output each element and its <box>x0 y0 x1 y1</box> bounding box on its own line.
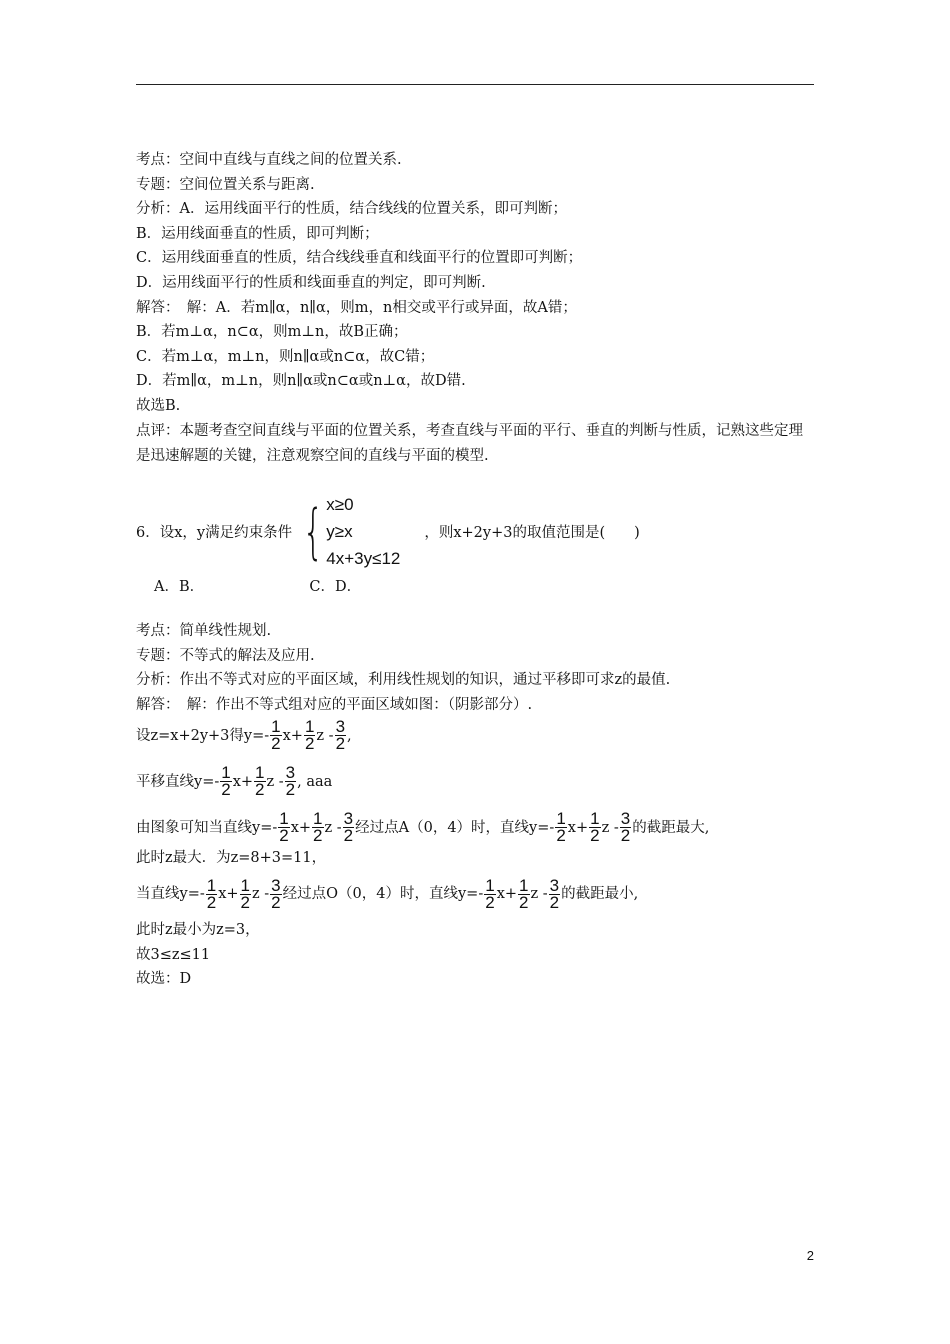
math-text: , aaa <box>297 773 333 790</box>
header-rule <box>136 84 814 85</box>
math-line <box>136 810 816 846</box>
math-text: x+ <box>567 819 589 836</box>
math-text: x+ <box>282 727 303 744</box>
math-text: z - <box>252 886 270 903</box>
text-line: C．运用线面垂直的性质，结合线线垂直和线面平行的位置即可判断； <box>136 250 583 267</box>
text-line: 专题：空间位置关系与距离. <box>136 176 315 193</box>
fraction: $\frac{1}{2}$ <box>485 875 495 912</box>
text-line: C．若m⊥α，m⊥n，则n∥α或n⊂α，故C错； <box>136 348 435 365</box>
fraction: $\frac{3}{2}$ <box>620 809 631 845</box>
fraction: $\frac{1}{2}$ <box>313 809 323 845</box>
fraction: $\frac{1}{2}$ <box>279 809 289 845</box>
text-line: 分析：作出不等式对应的平面区域，利用线性规划的知识，通过平移即可求z的最值. <box>136 672 671 689</box>
math-text: z - <box>601 819 619 836</box>
fraction: $\frac{1}{2}$ <box>240 875 251 912</box>
fraction: $\frac{3}{2}$ <box>343 809 354 845</box>
text-line: 考点：简单线性规划. <box>136 623 272 640</box>
math-text: - <box>272 819 278 836</box>
math-text: z - <box>316 727 334 744</box>
text-line: 故选B. <box>136 397 181 414</box>
fraction: $\frac{3}{2}$ <box>549 875 560 912</box>
answer-options <box>136 575 816 600</box>
math-text: 设z=x+2y+3得y= <box>136 727 265 744</box>
math-line <box>136 718 816 754</box>
math-text: - <box>549 819 555 836</box>
fraction: $\frac{1}{2}$ <box>271 717 281 753</box>
text-line: B．运用线面垂直的性质，即可判断； <box>136 225 379 242</box>
constraint: 4x+3y≤12 <box>326 549 401 569</box>
text-line: B．若m⊥α，n⊂α，则m⊥n，故B正确； <box>136 324 408 341</box>
math-text: z - <box>530 886 548 903</box>
math-text: - <box>214 773 220 790</box>
fraction: $\frac{1}{2}$ <box>519 875 529 912</box>
fraction: $\frac{3}{2}$ <box>285 763 296 799</box>
page-number: 2 <box>806 1248 814 1263</box>
math-text: 平移直线y= <box>136 773 215 790</box>
fraction: $\frac{1}{2}$ <box>590 809 600 845</box>
constraint: y≥x <box>326 522 353 542</box>
options-left: A．B． <box>154 578 205 595</box>
math-text: 经过点O（0，4）时，直线y= <box>282 886 479 903</box>
question-6 <box>136 489 816 575</box>
fraction: $\frac{1}{2}$ <box>221 763 231 799</box>
text-line: 解答： 解：A．若m∥α，n∥α，则m，n相交或平行或异面，故A错； <box>136 299 577 316</box>
text-line: D．运用线面平行的性质和线面垂直的判定，即可判断. <box>136 274 486 291</box>
math-text: 当直线y= <box>136 886 200 903</box>
math-line <box>136 876 816 912</box>
math-text: 的截距最大, <box>632 819 710 836</box>
text-line: D．若m∥α，m⊥n，则n∥α或n⊂α或n⊥α，故D错. <box>136 373 466 390</box>
text-line: 故3≤z≤11 <box>136 946 211 963</box>
text-line: 此时z最大．为z=8+3=11， <box>136 849 327 866</box>
math-text: z - <box>324 819 342 836</box>
fraction: $\frac{3}{2}$ <box>335 717 346 753</box>
fraction: $\frac{1}{2}$ <box>206 875 217 912</box>
math-line <box>136 764 816 800</box>
fraction: $\frac{3}{2}$ <box>271 875 281 912</box>
left-brace-icon: { <box>302 496 324 567</box>
math-text: 经过点A（0，4）时，直线y= <box>355 819 550 836</box>
math-text: - <box>199 886 205 903</box>
fraction: $\frac{1}{2}$ <box>255 763 265 799</box>
math-text: 由图象可知当直线y= <box>136 819 273 836</box>
math-text: 的截距最小, <box>561 886 639 903</box>
math-text: - <box>264 727 270 744</box>
math-text: x+ <box>290 819 312 836</box>
document-body <box>136 148 816 992</box>
options-right: C．D． <box>309 578 362 595</box>
comment-paragraph: 点评：本题考查空间直线与平面的位置关系，考查直线与平面的平行、垂直的判断与性质，记熟这些定理是迅速解题的关键，注意观察空间的直线与平面的模型. <box>136 422 803 464</box>
math-text: x+ <box>218 886 239 903</box>
text-line: 考点：空间中直线与直线之间的位置关系. <box>136 152 402 168</box>
constraint: x≥0 <box>326 495 354 515</box>
fraction: $\frac{1}{2}$ <box>304 717 315 753</box>
constraint-system <box>294 491 400 572</box>
math-text: - <box>478 886 484 903</box>
math-text: x+ <box>232 773 254 790</box>
text-line: 此时z最小为z=3， <box>136 922 260 939</box>
math-text: z - <box>266 773 284 790</box>
question-prefix: 6．设x，y满足约束条件 <box>136 525 293 542</box>
text-line: 专题：不等式的解法及应用. <box>136 647 315 664</box>
question-suffix: ，则x+2y+3的取值范围是( ) <box>424 525 640 542</box>
text-line: 故选：D <box>136 971 192 988</box>
text-line: 分析：A．运用线面平行的性质，结合线线的位置关系，即可判断； <box>136 201 567 218</box>
fraction: $\frac{1}{2}$ <box>556 809 566 845</box>
text-line: 解答： 解：作出不等式组对应的平面区域如图：（阴影部分）. <box>136 696 533 713</box>
math-text: , <box>347 727 352 744</box>
math-text: x+ <box>496 886 518 903</box>
solution-5 <box>136 148 816 469</box>
solution-6 <box>136 619 816 992</box>
